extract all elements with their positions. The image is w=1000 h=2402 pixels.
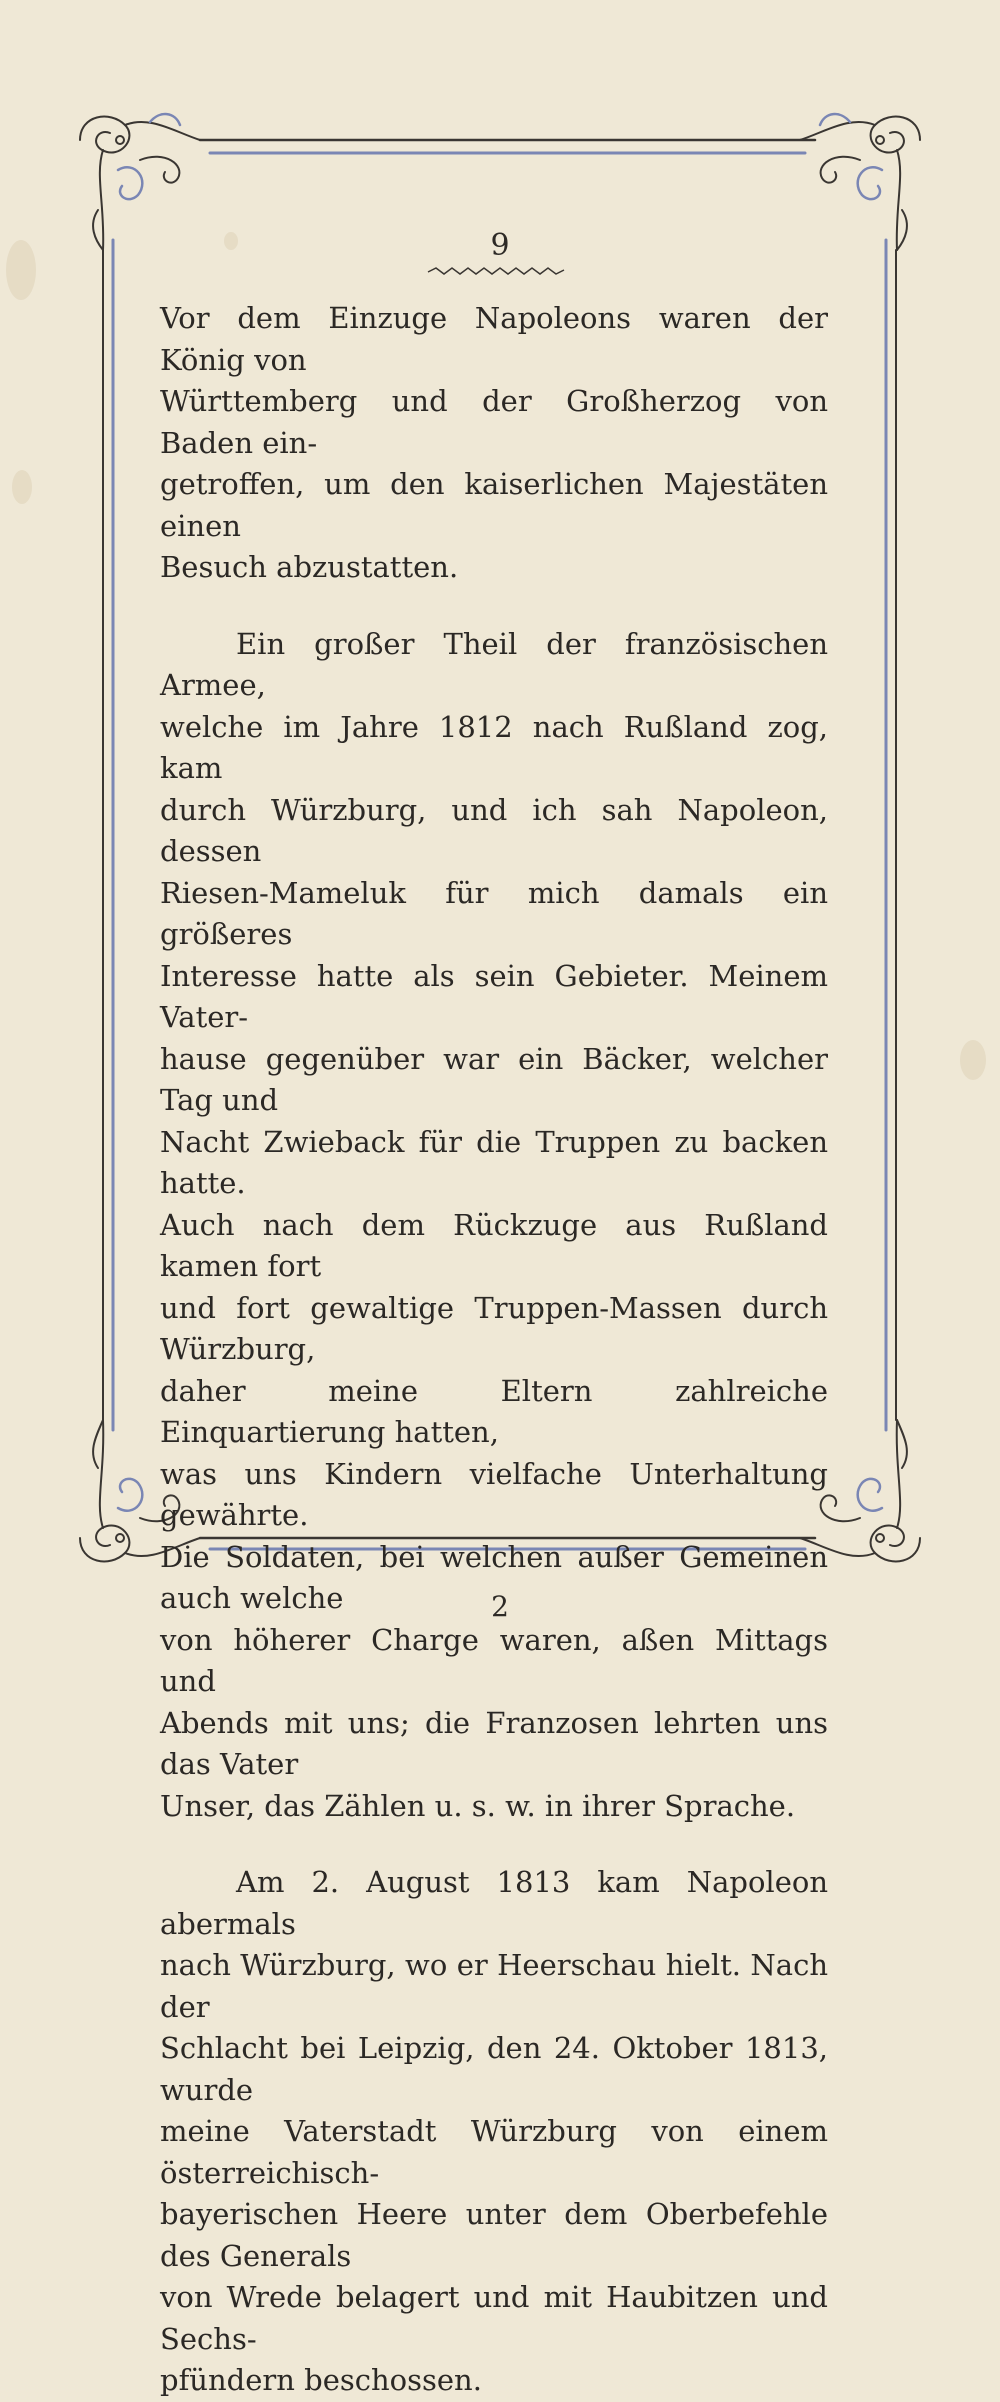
text-line: durch Würzburg, und ich sah Napoleon, dessen — [160, 792, 828, 868]
text-line: was uns Kindern vielfache Unterhaltung gewährte. — [160, 1456, 828, 1532]
text-line: meine Vaterstadt Würzburg von einem österreichisch- — [160, 2114, 828, 2190]
text-line: Württemberg und der Großherzog von Baden ein- — [160, 384, 828, 460]
text-line: Schlacht bei Leipzig, den 24. Oktober 1813, wurde — [160, 2031, 828, 2107]
paragraph-spacer — [160, 1827, 828, 1862]
paragraph-3 — [160, 1862, 828, 2402]
text-line: nach Würzburg, wo er Heerschau hielt. Nach der — [160, 1948, 828, 2024]
text-line: hause gegenüber war ein Bäcker, welcher Tag und — [160, 1041, 828, 1117]
signature-mark: 2 — [491, 1590, 509, 1623]
text-line: von Wrede belagert und mit Haubitzen und Sechs- — [160, 2280, 828, 2356]
text-line: und fort gewaltige Truppen-Massen durch Würzburg, — [160, 1290, 828, 1366]
text-line: pfündern beschossen. — [160, 2363, 482, 2397]
text-line: von höherer Charge waren, aßen Mittags und — [160, 1622, 828, 1698]
text-line: Ein großer Theil der französischen Armee, — [160, 626, 828, 702]
page-number: 9 — [490, 228, 510, 263]
text-line: Abends mit uns; die Franzosen lehrten uns das Vater — [160, 1705, 828, 1781]
text-line: Am 2. August 1813 kam Napoleon abermals — [160, 1865, 828, 1941]
page-number-flourish — [426, 266, 566, 278]
text-line: Besuch abzustatten. — [160, 550, 459, 584]
text-line: Interesse hatte als sein Gebieter. Meinem Vater- — [160, 958, 828, 1034]
text-line: Die Soldaten, bei welchen außer Gemeinen auch welche — [160, 1539, 828, 1615]
text-line: daher meine Eltern zahlreiche Einquartierung hatten, — [160, 1373, 828, 1449]
paragraph-1 — [160, 298, 828, 589]
paragraph-spacer — [160, 589, 828, 624]
text-line: Nacht Zwieback für die Truppen zu backen hatte. — [160, 1124, 828, 1200]
text-line: Vor dem Einzuge Napoleons waren der König von — [160, 301, 828, 377]
text-line: welche im Jahre 1812 nach Rußland zog, kam — [160, 709, 828, 785]
text-line: Riesen-Mameluk für mich damals ein größeres — [160, 875, 828, 951]
text-line: Unser, das Zählen u. s. w. in ihrer Sprache. — [160, 1788, 796, 1823]
text-line: bayerischen Heere unter dem Oberbefehle des Generals — [160, 2197, 828, 2273]
text-line: Auch nach dem Rückzuge aus Rußland kamen fort — [160, 1207, 828, 1283]
paragraph-2 — [160, 624, 828, 1828]
body-text — [160, 298, 828, 2402]
text-line: getroffen, um den kaiserlichen Majestäten einen — [160, 467, 828, 543]
